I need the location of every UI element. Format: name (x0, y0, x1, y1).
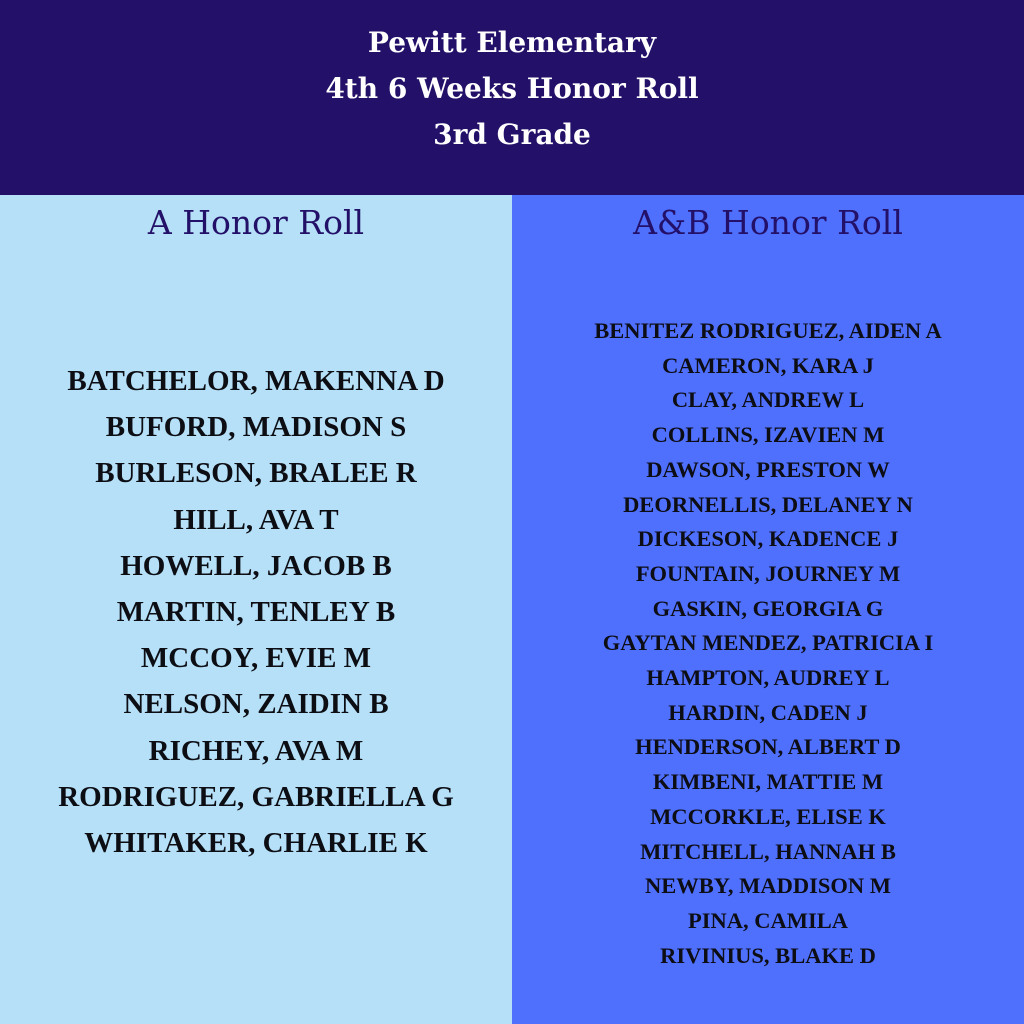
student-name: MCCORKLE, ELISE K (650, 803, 886, 829)
student-name: DICKESON, KADENCE J (637, 526, 899, 552)
student-name: BATCHELOR, MAKENNA D (67, 365, 445, 397)
student-name: KIMBENI, MATTIE M (652, 769, 884, 795)
student-name: CAMERON, KARA J (662, 352, 874, 378)
student-name: NELSON, ZAIDIN B (123, 688, 389, 721)
student-name: BUFORD, MADISON S (105, 411, 407, 444)
a-honor-roll-column (0, 195, 512, 1024)
student-name: COLLINS, IZAVIEN M (651, 422, 885, 448)
ab-honor-roll-list (512, 314, 1024, 973)
student-name: MCCOY, EVIE M (140, 642, 372, 675)
student-name: MARTIN, TENLEY B (116, 596, 396, 629)
student-name: BENITEZ RODRIGUEZ, AIDEN A (594, 318, 942, 343)
student-name: GAYTAN MENDEZ, PATRICIA I (602, 630, 934, 656)
student-name: RICHEY, AVA M (148, 734, 364, 767)
header-banner (0, 0, 1024, 195)
student-name: MITCHELL, HANNAH B (640, 838, 896, 864)
student-name: CLAY, ANDREW L (671, 387, 865, 413)
school-name: Pewitt Elementary (367, 26, 657, 59)
grade-level: 3rd Grade (433, 118, 591, 151)
student-name: DAWSON, PRESTON W (646, 456, 890, 482)
student-name: HENDERSON, ALBERT D (635, 734, 901, 760)
student-name: HAMPTON, AUDREY L (646, 665, 890, 691)
student-name: PINA, CAMILA (688, 907, 848, 933)
student-name: HILL, AVA T (173, 503, 339, 536)
a-honor-roll-title: A Honor Roll (147, 203, 365, 242)
student-name: WHITAKER, CHARLIE K (84, 827, 428, 860)
student-name: RIVINIUS, BLAKE D (660, 942, 876, 968)
student-name: HOWELL, JACOB B (120, 549, 392, 582)
student-name: DEORNELLIS, DELANEY N (623, 491, 913, 517)
student-name: HARDIN, CADEN J (668, 699, 868, 725)
student-name: BURLESON, BRALEE R (95, 457, 417, 490)
ab-honor-roll-title: A&B Honor Roll (633, 203, 903, 242)
student-name: NEWBY, MADDISON M (644, 873, 892, 899)
a-honor-roll-list (0, 358, 512, 866)
student-name: RODRIGUEZ, GABRIELLA G (58, 780, 454, 813)
student-name: GASKIN, GEORGIA G (652, 595, 884, 621)
honor-roll-period: 4th 6 Weeks Honor Roll (325, 72, 699, 105)
student-name: FOUNTAIN, JOURNEY M (635, 560, 901, 586)
ab-honor-roll-column (512, 195, 1024, 1024)
